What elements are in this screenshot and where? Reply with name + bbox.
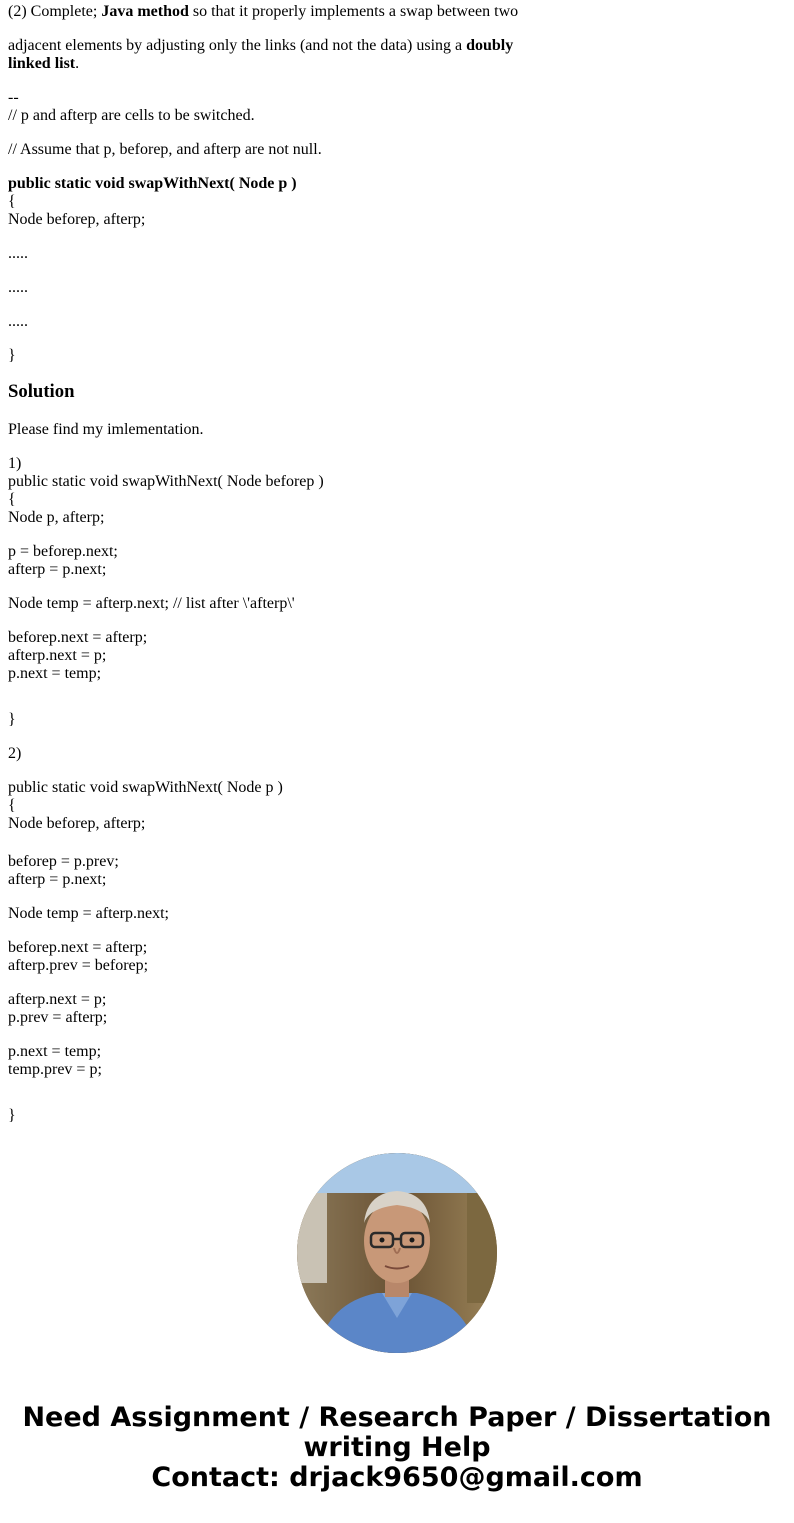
solution-part2-links-b: afterp.next = p; p.prev = afterp; — [8, 991, 108, 1026]
banner-contact-line: Contact: drjack9650@gmail.com — [151, 1462, 643, 1493]
question-dots-3: ..... — [8, 313, 28, 330]
question-close-brace: } — [8, 347, 16, 364]
question-line2: adjacent elements by adjusting only the links (and not the data) using a doubly linked list. — [8, 37, 514, 72]
solution-part1-header: 1) public static void swapWithNext( Node beforep ) { Node p, afterp; — [8, 455, 324, 526]
solution-part2-close: } — [8, 1107, 16, 1124]
question-code-header: public static void swapWithNext( Node p ) { Node beforep, afterp; — [8, 175, 297, 228]
question-intro: (2) Complete; Java method so that it properly implements a swap between two — [8, 3, 519, 20]
solution-part2-links-c: p.next = temp; temp.prev = p; — [8, 1043, 102, 1078]
contact-banner — [0, 1403, 794, 1493]
solution-part1-temp: Node temp = afterp.next; // list after \'afterp\' — [8, 595, 295, 612]
person-portrait-icon — [297, 1153, 497, 1353]
question-comments: -- // p and afterp are cells to be switched. — [8, 89, 255, 124]
solution-intro: Please find my imlementation. — [8, 421, 204, 438]
banner-line-2: writing Help — [303, 1432, 491, 1463]
banner-line-1: Need Assignment / Research Paper / Dissertation — [22, 1402, 772, 1433]
solution-part2-temp: Node temp = afterp.next; — [8, 905, 169, 922]
author-avatar — [297, 1153, 497, 1353]
solution-part2-links-a: beforep.next = afterp; afterp.prev = beforep; — [8, 939, 149, 974]
question-dots-2: ..... — [8, 279, 28, 296]
solution-part1-close: } — [8, 711, 16, 728]
solution-part1-links: beforep.next = afterp; afterp.next = p; p.next = temp; — [8, 629, 148, 682]
question-assumption: // Assume that p, beforep, and afterp are not null. — [8, 141, 322, 158]
solution-part2-assign-nodes: beforep = p.prev; afterp = p.next; — [8, 853, 119, 888]
solution-heading: Solution — [8, 381, 75, 402]
question-dots-1: ..... — [8, 245, 28, 262]
solution-part2-label: 2) — [8, 745, 22, 762]
document-content — [8, 3, 528, 1141]
solution-part1-assign-nodes: p = beforep.next; afterp = p.next; — [8, 543, 118, 578]
solution-part2-header: public static void swapWithNext( Node p ) { Node beforep, afterp; — [8, 779, 283, 832]
